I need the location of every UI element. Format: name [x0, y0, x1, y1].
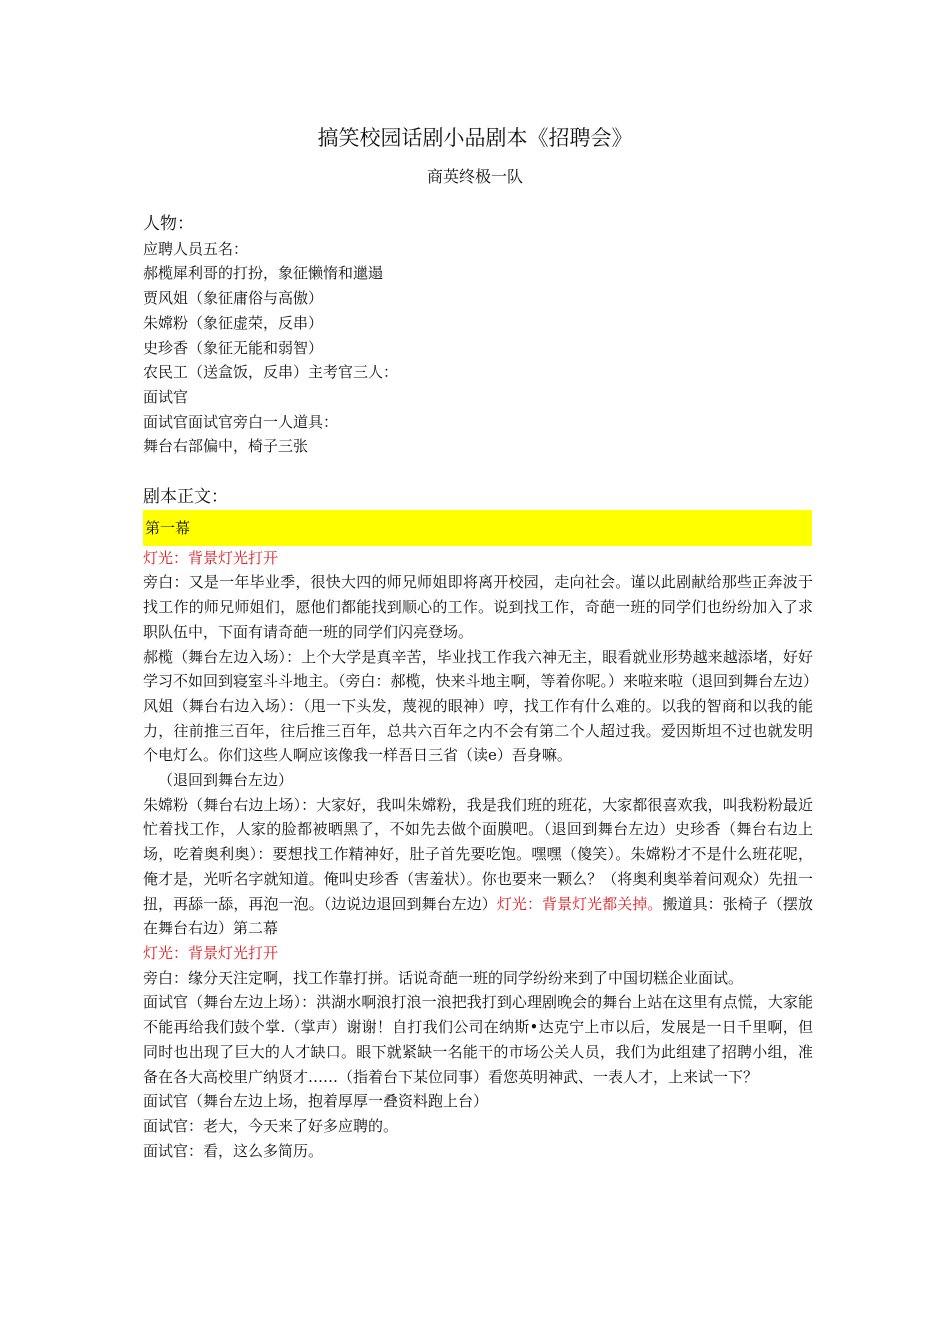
lighting-cue-two: 灯光：背景灯光打开 [143, 943, 279, 962]
narration-paragraph-two: 旁白：缘分天注定啊，找工作靠打拼。话说奇葩一班的同学纷纷来到了中国切糕企业面试。 [143, 968, 744, 987]
interviewer-line: 面试官：看，这么多简历。 [143, 1141, 324, 1160]
haolan-paragraph: 郝榄（舞台左边入场）：上个大学是真辛苦，毕业找工作我六神无主，眼看就业形势越来越添堵，好好学习不如回到寝室斗斗地主。（旁白：郝榄，快来斗地主啊，等着你呢。）来啦来啦（退回到舞台左边） [143, 647, 819, 691]
document-title: 搞笑校园话剧小品剧本《招聘会》 [317, 126, 633, 150]
character-line: 朱嫦粉（象征虚荣，反串） [143, 313, 324, 332]
fengjie-paragraph: 风姐（舞台右边入场）：（甩一下头发，蔑视的眼神）哼，找工作有什么难的。以我的智商和以我的能力，往前推三百年，往后推三百年，总共六百年之内不会有第二个人超过我。爱因斯坦不过也就发明个电灯么。你们这些人啊应该像我一样吾日三省（读e）吾身嘛。 [143, 696, 813, 765]
character-line: 面试官面试官旁白一人道具： [143, 412, 339, 431]
document-subtitle: 商英终极一队 [426, 167, 523, 186]
characters-heading: 人物： [143, 214, 194, 234]
character-line: 史珍香（象征无能和弱智） [143, 338, 324, 357]
character-line: 农民工（送盒饭，反串）主考官三人： [143, 363, 399, 382]
props-act-two: 搬道具：张椅子（摆放在舞台右边）第二幕 [143, 894, 813, 938]
fengjie-exit-line: （退回到舞台左边） [158, 771, 294, 790]
character-line: 面试官 [143, 387, 189, 406]
interviewer-paragraph: 面试官（舞台左边上场）：洪湖水啊浪打浪一浪把我打到心理剧晚会的舞台上站在这里有点慌，大家能不能再给我们鼓个掌.（掌声）谢谢！自打我们公司在纳斯•达克宁上市以后，发展是一日千里啊，但同时也出现了巨大的人才缺口。眼下就紧缺一名能干的市场公关人员，我们为此组建了招聘小组，准备在各大高校里广纳贤才……（指着台下某位同事）看您英明神武、一表人才，上来试一下？ [143, 993, 813, 1086]
section-gap [143, 459, 813, 485]
character-line: 舞台右部偏中，椅子三张 [143, 437, 309, 456]
character-line: 应聘人员五名： [143, 239, 249, 258]
character-line: 贾风姐（象征庸俗与高傲） [143, 289, 324, 308]
lighting-off-cue: 灯光：背景灯光都关掉。 [496, 894, 663, 913]
zhu-shi-text: 朱嫦粉（舞台右边上场）：大家好，我叫朱嫦粉，我是我们班的班花，大家都很喜欢我，叫我粉粉最近忙着找工作，人家的脸都被晒黑了，不如先去做个面膜吧。（退回到舞台左边）史珍香（舞台右边上场，吃着奥利奥）：要想找工作精神好，肚子首先要吃饱。嘿嘿（傻笑）。朱嫦粉才不是什么班花呢，俺才是，光听名字就知道。俺叫史珍香（害羞状）。你也要来一颗么？（将奥利奥举着问观众）先扭一扭，再舔一舔，再泡一泡。（边说边退回到舞台左边） [143, 795, 813, 913]
document-body [143, 212, 819, 1163]
narration-paragraph: 旁白：又是一年毕业季，很快大四的师兄师姐即将离开校园，走向社会。谨以此剧献给那些正奔波于找工作的师兄师姐们，愿他们都能找到顺心的工作。说到找工作，奇葩一班的同学们也纷纷加入了求职队伍中，下面有请奇葩一班的同学们闪亮登场。 [143, 573, 813, 641]
zhu-shi-paragraph [143, 793, 813, 941]
lighting-cue: 灯光：背景灯光打开 [143, 548, 279, 567]
character-line: 郝榄犀利哥的打扮，象征懒惰和邋遢 [143, 264, 384, 283]
interviewer-line: 面试官（舞台左边上场，抱着厚厚一叠资料跑上台） [143, 1092, 489, 1111]
interviewer-line: 面试官：老大，今天来了好多应聘的。 [143, 1116, 399, 1135]
script-heading: 剧本正文： [143, 487, 228, 508]
act-one-highlight: 第一幕 [143, 510, 812, 546]
